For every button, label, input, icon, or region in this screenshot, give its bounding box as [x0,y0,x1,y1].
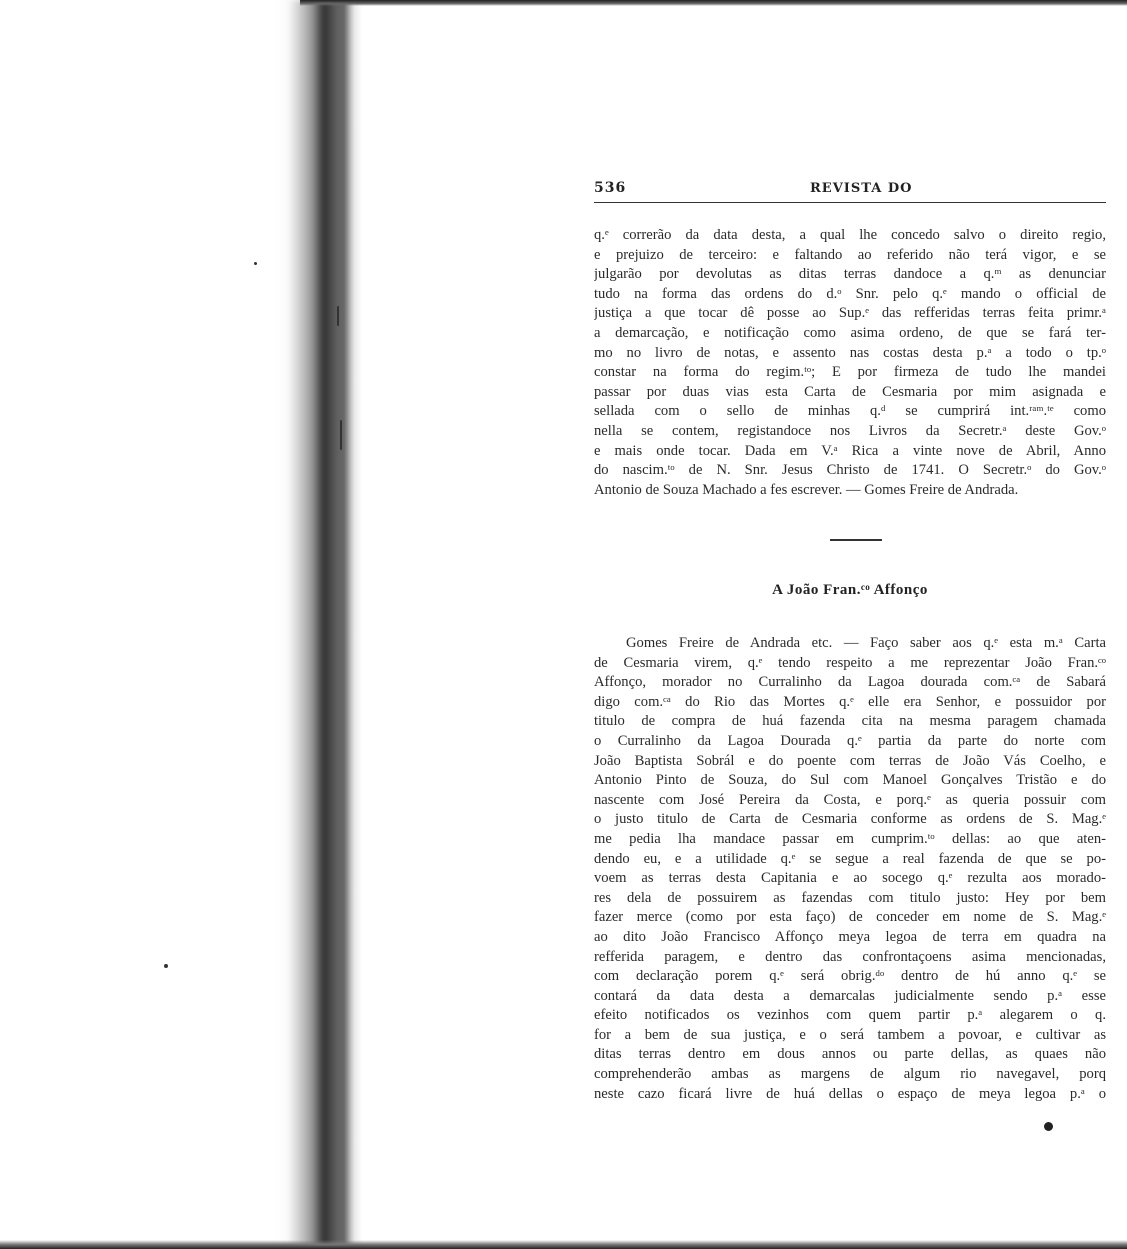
text-line: a demarcação, e notificação como asima ordeno, de que se fará ter- [594,324,1106,341]
running-head-title: REVISTA DO [810,181,913,196]
text-line: me pedia lha mandace passar em cumprim.ᵗᵒ dellas: ao que aten- [594,830,1106,847]
text-line: julgarão por devolutas as ditas terras dandoce a q.ᵐ as denunciar [594,266,1106,283]
text-line: nascente com José Pereira da Costa, e porq.ᵉ as queria possuir com [594,791,1106,808]
text-line: o Curralinho da Lagoa Dourada q.ᵉ partia da parte do norte com [594,732,1106,749]
text-line: nella se contem, registandoce nos Livros da Secretr.ᵃ deste Gov.ᵒ [594,422,1106,439]
section-divider [830,539,882,541]
text-line: do nascim.ᵗᵒ de N. Snr. Jesus Christo de 1741. O Secretr.ᵒ do Gov.ᵒ [594,462,1106,479]
text-line: titulo de compra de huá fazenda cita na mesma paragem chamada [594,713,1106,730]
text-line: digo com.ᶜᵃ do Rio das Mortes q.ᵉ elle era Senhor, e possuidor por [594,693,1106,710]
text-line: neste cazo ficará livre de huá dellas o espaço de meya legoa p.ᵃ o [594,1085,1106,1102]
text-line: ao dito João Francisco Affonço meya legoa de terra em quadra na [594,928,1106,945]
text-line: res dela de possuirem as fazendas com titulo justo: Hey por bem [594,889,1106,906]
text-line: contará da data desta a demarcalas judicialmente sendo p.ᵃ esse [594,987,1106,1004]
letter-ending-paragraph [594,226,1106,500]
scan-speck [164,964,168,968]
text-line: Affonço, morador no Curralinho da Lagoa dourada com.ᶜᵃ de Sabará [594,674,1106,691]
text-line: Gomes Freire de Andrada etc. — Faço saber aos q.ᵉ esta m.ᵃ Carta [626,635,1106,651]
text-line: efeito notificados os vezinhos com quem partir p.ᵃ alegarem o q. [594,1007,1106,1024]
text-line: o justo titulo de Carta de Cesmaria conforme as ordens de S. Mag.ᵉ [594,811,1106,828]
scan-speck [337,306,339,326]
section-title: A João Fran.ᶜᵒ Affonço [772,582,928,598]
text-line: Antonio Pinto de Souza, do Sul com Manoel Gonçalves Tristão e do [594,772,1106,789]
text-line: e mais onde tocar. Dada em V.ᵃ Rica a vinte nove de Abril, Anno [594,442,1106,459]
text-line: justiça a que tocar dê posse ao Sup.ᵉ das refferidas terras feita primr.ᵃ [594,305,1106,322]
text-line: Antonio de Souza Machado a fes escrever. — Gomes Freire de Andrada. [594,481,1019,498]
text-line: sellada com o sello de minhas q.ᵈ se cumprirá int.ʳᵃᵐ.ᵗᵉ como [594,403,1106,420]
section-body-paragraph [594,634,1106,1104]
text-line: de Cesmaria virem, q.ᵉ tendo respeito a me reprezentar João Fran.ᶜᵒ [594,654,1106,671]
text-line: constar na forma do regim.ᵗᵒ; E por firmeza de tudo lhe mandei [594,364,1106,381]
text-line: for a bem de sua justiça, e o será tambem a povoar, e cultivar as [594,1026,1106,1043]
text-line: ditas terras dentro em dous annos ou parte dellas, as quaes não [594,1046,1106,1063]
page-number: 536 [594,180,627,196]
scan-speck [254,262,257,265]
text-line: refferida paragem, e dentro das confrontaçoens asima mencionadas, [594,948,1106,965]
running-head [594,180,1106,203]
text-line: tudo na forma das ordens do d.ᵒ Snr. pelo q.ᵉ mando o official de [594,285,1106,302]
text-line: voem as terras desta Capitania e ao socego q.ᵉ rezulta aos morado- [594,870,1106,887]
text-line: q.ᵉ correrão da data desta, a qual lhe concedo salvo o direito regio, [594,227,1106,243]
text-line: dendo eu, e a utilidade q.ᵉ se segue a real fazenda de que se po- [594,850,1106,867]
scan-top-edge [300,0,1127,6]
text-line: mo no livro de notas, e assento nas costas desta p.ᵃ a todo o tp.ᵒ [594,344,1106,361]
text-line: e prejuizo de terceiro: e faltando ao referido não terá vigor, e se [594,246,1106,263]
text-line: passar por duas vias esta Carta de Cesmaria por mim asignada e [594,383,1106,400]
scan-speck [340,420,342,450]
ink-dot [1044,1122,1053,1131]
text-line: com declaração porem q.ᵉ será obrig.ᵈᵒ dentro de hú anno q.ᵉ se [594,968,1106,985]
binding-fold [288,0,348,1249]
text-line: comprehenderão ambas as margens de algum rio navegavel, porq [594,1066,1106,1083]
text-line: João Baptista Sobrál e do poente com terras de João Vás Coelho, e [594,752,1106,769]
text-line: fazer merce (como por esta faço) de conceder em nome de S. Mag.ᵉ [594,909,1106,926]
scan-bottom-edge [0,1240,1127,1249]
